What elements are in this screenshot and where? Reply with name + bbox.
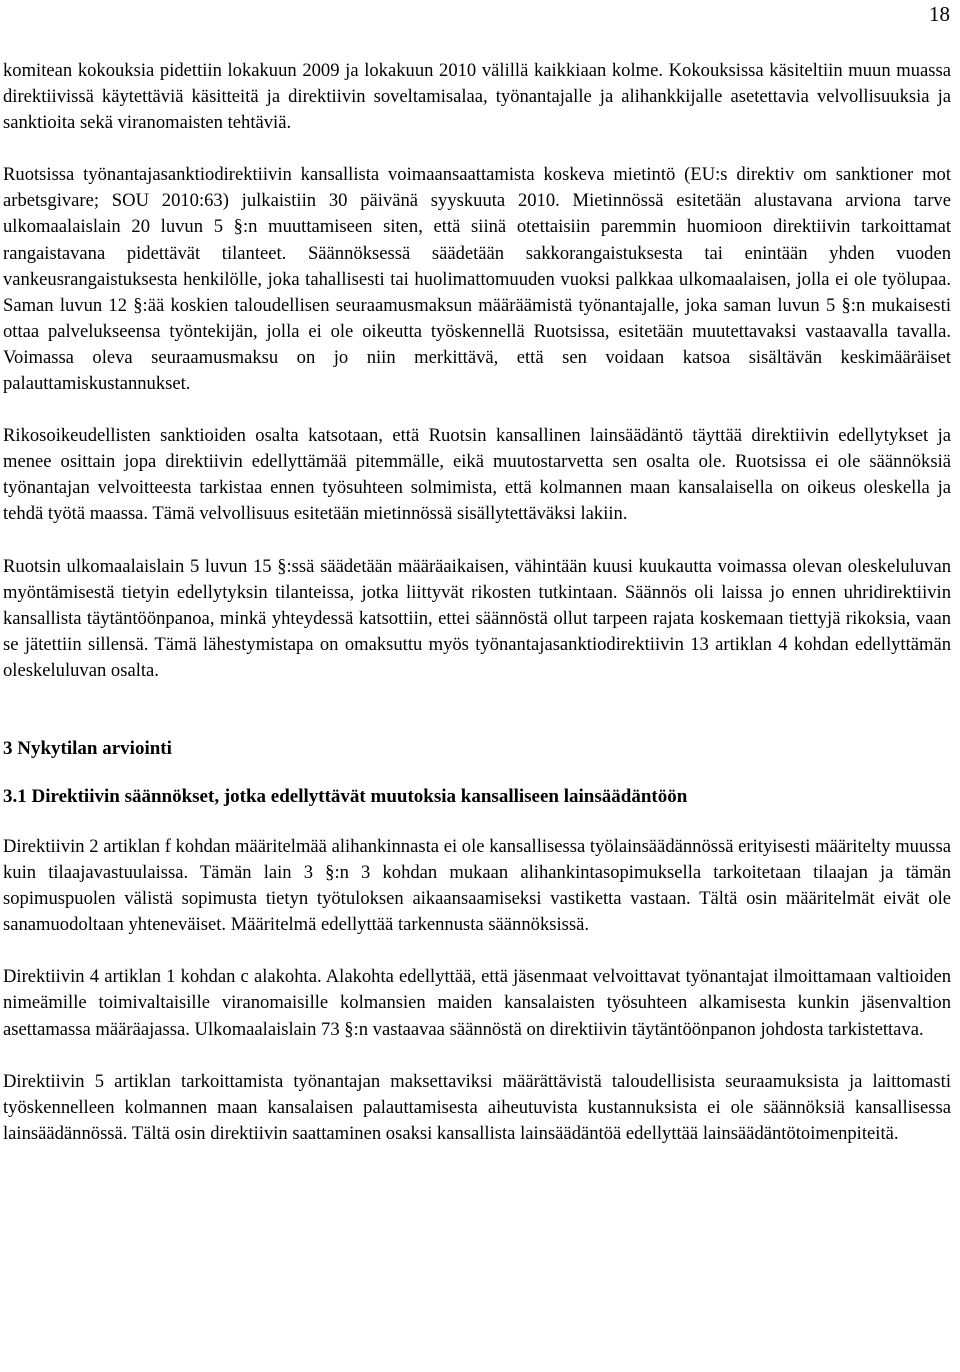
page-number: 18 [929,2,950,26]
subsection-heading: 3.1 Direktiivin säännökset, jotka edellyttävät muutoksia kansalliseen lainsäädäntöön [3,785,688,807]
paragraph-committee-meetings: komitean kokouksia pidettiin lokakuun 2009 ja lokakuun 2010 välillä kaikkiaan kolme. Kokouksissa käsiteltiin muun muassa direktiivissä käytettäviä käsitteitä ja direktiivin soveltamisalaa, työnantajalle ja alihankkijalle asetettavia velvollisuuksia ja sanktioita sekä viranomaisten tehtäviä. [3,60,951,134]
paragraph-residence-permit: Ruotsin ulkomaalaislain 5 luvun 15 §:ssä säädetään määräaikaisen, vähintään kuusi kuukautta voimassa olevan oleskeluluvan myöntämisestä tietyin edellytyksin tilanteissa, jotka liittyvät rikosten tutkintaan. Säännös oli laissa jo ennen uhridirektiivin kansallista täytäntöönpanoa, minkä yhteydessä katsottiin, ettei säännöstä ollut tarpeen rajata koskemaan tiettyjä rikoksia, vaan se jätettiin sillensä. Tämä lähestymistapa on omaksuttu myös työnantajasanktiodirektiivin 13 artiklan 4 kohdan edellyttämän oleskeluluvan osalta. [3,555,951,681]
paragraph-criminal-sanctions: Rikosoikeudellisten sanktioiden osalta katsotaan, että Ruotsin kansallinen lainsäädäntö täyttää direktiivin edellytykset ja menee osittain jopa direktiivin edellyttämää pitemmälle, eikä muutostarvetta sen osalta ole. Ruotsissa ei ole säännöksiä työnantajan velvoitteesta tarkistaa ennen työsuhteen solmimista, että kolmannen maan kansalaisella on oikeus oleskella ja tehdä työtä maassa. Tämä velvollisuus esitetään mietinnössä sisällytettäväksi lakiin. [3,425,951,525]
paragraph-article-2: Direktiivin 2 artiklan f kohdan määritelmää alihankinnasta ei ole kansallisessa työlainsäädännössä erityisesti määritelty muussa kuin tilaajavastuulaissa. Tämän lain 3 §:n 3 kohdan mukaan alihankintasopimuksella tarkoitetaan tilaajan ja tämän sopimuspuolen välistä sopimusta tietyn työtuloksen aikaansaamiseksi vastiketta vastaan. Tältä osin määritelmät eivät ole sanamuodoltaan yhteneväiset. Määritelmä edellyttää tarkennusta säännöksissä. [3,835,951,936]
paragraph-article-4: Direktiivin 4 artiklan 1 kohdan c alakohta. Alakohta edellyttää, että jäsenmaat velvoittavat työnantajat ilmoittamaan valtioiden nimeämille toimivaltaisille viranomaisille kolmansien maiden kansalaisten työsuhteen alkamisesta kunkin jäsenvaltion asettamassa määräajassa. Ulkomaalaislain 73 §:n vastaavaa säännöstä on direktiivin täytäntöönpanon johdosta tarkistettava. [3,966,951,1040]
paragraph-sweden-report: Ruotsissa työnantajasanktiodirektiivin kansallista voimaansaattamista koskeva mietintö (EU:s direktiv om sanktioner mot arbetsgivare; SOU 2010:63) julkaistiin 30 päivänä syyskuuta 2010. Mietinnössä esitetään alustavana arviona tarve ulkomaalaislain 20 luvun 5 §:n muuttamiseen siten, että siinä otettaisiin paremmin huomioon direktiivin tarkoittamat rangaistavana pidettävät tilanteet. Säännöksessä säädetään sakkorangaistuksesta tai enintään yhden vuoden vankeusrangaistuksesta henkilölle, joka tahallisesti tai huolimattomuuden vuoksi palkkaa ulkomaalaisen, jolla ei ole työlupaa. Saman luvun 12 §:ää koskien taloudellisen seuraamusmaksun määräämistä työnantajalle, joka saman luvun 5 §:n mukaisesti ottaa palvelukseensa työntekijän, jolla ei ole oikeutta työskennellä Ruotsissa, esitetään muutettavaksi vastaavalla tavalla. Voimassa oleva seuraamusmaksu on jo niin merkittävä, että sen voidaan katsoa sisältävän keskimääräiset palauttamiskustannukset. [3,164,951,395]
paragraph-article-5: Direktiivin 5 artiklan tarkoittamista työnantajan maksettaviksi määrättävistä taloudellisista seuraamuksista ja laittomasti työskennelleen kolmannen maan kansalaisen palauttamisesta aiheutuvista kustannuksista ei ole säännöksiä kansallisessa lainsäädännössä. Tältä osin direktiivin saattaminen osaksi kansallista lainsäädäntöä edellyttää lainsäädäntötoimenpiteitä. [3,1070,951,1144]
section-heading: 3 Nykytilan arviointi [3,737,172,759]
document-body [3,58,951,1147]
